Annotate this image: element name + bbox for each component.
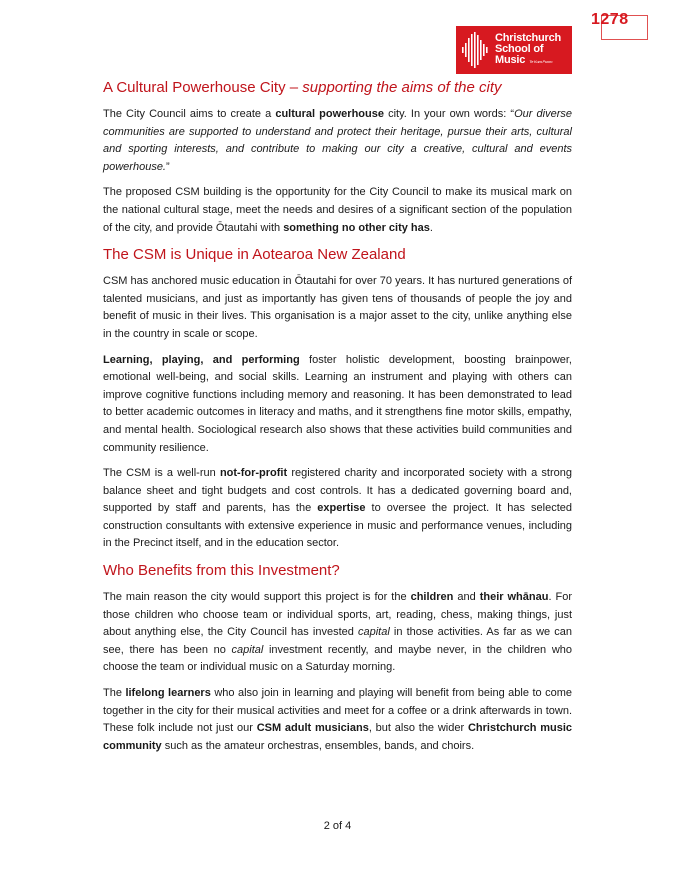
paragraph bbox=[103, 465, 572, 553]
text-run: investment recently, and maybe never, in the children who choose the team or individual music on a Saturday morning. bbox=[103, 643, 572, 674]
logo-line-3: Music bbox=[495, 54, 526, 66]
bold-text: expertise bbox=[317, 502, 366, 515]
bold-text: lifelong learners bbox=[125, 687, 211, 700]
text-run: The City Council aims to create a bbox=[103, 108, 276, 120]
text-run: in those activities. As far as we can see, there has been no bbox=[103, 626, 572, 656]
text-run: city. In your own words: “ bbox=[383, 108, 515, 120]
section-heading-1 bbox=[103, 78, 572, 98]
bold-text: Learning, playing, and performing bbox=[103, 353, 300, 366]
text-run: foster holistic development, boosting brainpower, emotional well-being, and social skills. Learning an instrument and playing with others can improve cognitive functions including memory and reasoning. It has been demonstrated to lead to better academic outcomes in literacy and maths, and it strengthens fine motor skills, empathy, and mental health. Sociological research also shows that these activities build communities and community resilience. bbox=[103, 353, 572, 454]
bold-text: their whānau bbox=[479, 591, 549, 604]
text-run: who also join in learning and playing will benefit from being able to come together in the city for their musical activities and meet for a coffee or a drink afterwards in town. These folk include not just our bbox=[103, 687, 573, 735]
bold-text: CSM adult musicians bbox=[256, 722, 369, 735]
section-heading-1-subtitle: supporting the aims of the city bbox=[302, 79, 502, 96]
paragraph bbox=[103, 685, 572, 755]
text-run: The CSM is a well-run bbox=[103, 467, 220, 480]
paragraph bbox=[103, 106, 572, 176]
bold-text: something no other city has bbox=[283, 221, 430, 234]
text-run: . For those children who choose team or individual sports, art, reading, chess, making things, just about anything else, the City Council has invested bbox=[103, 591, 572, 639]
section-heading-3: Who Benefits from this Investment? bbox=[103, 562, 340, 580]
text-run: such as the amateur orchestras, ensembles, bands, and choirs. bbox=[161, 739, 475, 752]
text-run: The proposed CSM building is the opportunity for the City Council to make its musical mark on the national cultural stage, meet the needs and desires of a significant section of the population of the city, and provide Ōtautahi with bbox=[103, 186, 572, 234]
paragraph bbox=[103, 273, 572, 343]
paragraph bbox=[103, 184, 572, 237]
paragraph bbox=[103, 352, 572, 458]
text-run: registered charity and incorporated society with a strong balance sheet and tight budgets and cost controls. It has a dedicated governing board and, supported by staff and parents, has the bbox=[103, 467, 572, 515]
text-run: , but also the wider bbox=[368, 722, 468, 735]
logo-line-1: Christchurch bbox=[495, 32, 562, 44]
italic-text: Our diverse communities are supported to understand and protect their heritage, pursue their arts, cultural and sporting interests, and contribute to making our city a creative, cultural and events powerhouse. bbox=[103, 108, 573, 173]
italic-text: capital bbox=[231, 643, 264, 656]
doc-number: 1278 bbox=[591, 11, 629, 28]
bold-text: children bbox=[410, 591, 454, 604]
text-run: to oversee the project. It has selected construction consultants with extensive experience in music and performance venues, including in the Precinct itself, and in the education sector. bbox=[103, 502, 573, 550]
document-body bbox=[103, 78, 572, 763]
logo-line-2: School of bbox=[495, 43, 544, 55]
text-run: The main reason the city would support this project is for the bbox=[103, 591, 411, 604]
bold-text: Christchurch music community bbox=[103, 722, 573, 752]
bold-text: not-for-profit bbox=[219, 467, 288, 480]
italic-text: capital bbox=[358, 626, 390, 639]
soundwave-logo-icon bbox=[461, 32, 491, 68]
section-heading-2: The CSM is Unique in Aotearoa New Zealand bbox=[103, 246, 406, 264]
text-run: ” bbox=[166, 160, 170, 173]
bold-text: cultural powerhouse bbox=[275, 108, 384, 120]
text-run: CSM has anchored music education in Ōtautahi for over 70 years. It has nurtured generations of talented musicians, and just as importantly has given tens of thousands of people the joy and benefit of music in their lives. This organisation is a major asset to the city, unlike anything else in the country in scale or scope. bbox=[103, 275, 572, 340]
paragraph bbox=[103, 589, 572, 677]
section-heading-1-text: A Cultural Powerhouse City – bbox=[103, 79, 303, 96]
text-run: . bbox=[429, 221, 433, 234]
text-run: The bbox=[103, 687, 126, 700]
page-number: 2 of 4 bbox=[323, 820, 352, 832]
logo-tagline: Te Kura Puoro bbox=[529, 59, 553, 64]
csm-logo bbox=[456, 26, 572, 74]
text-run: and bbox=[453, 591, 480, 604]
